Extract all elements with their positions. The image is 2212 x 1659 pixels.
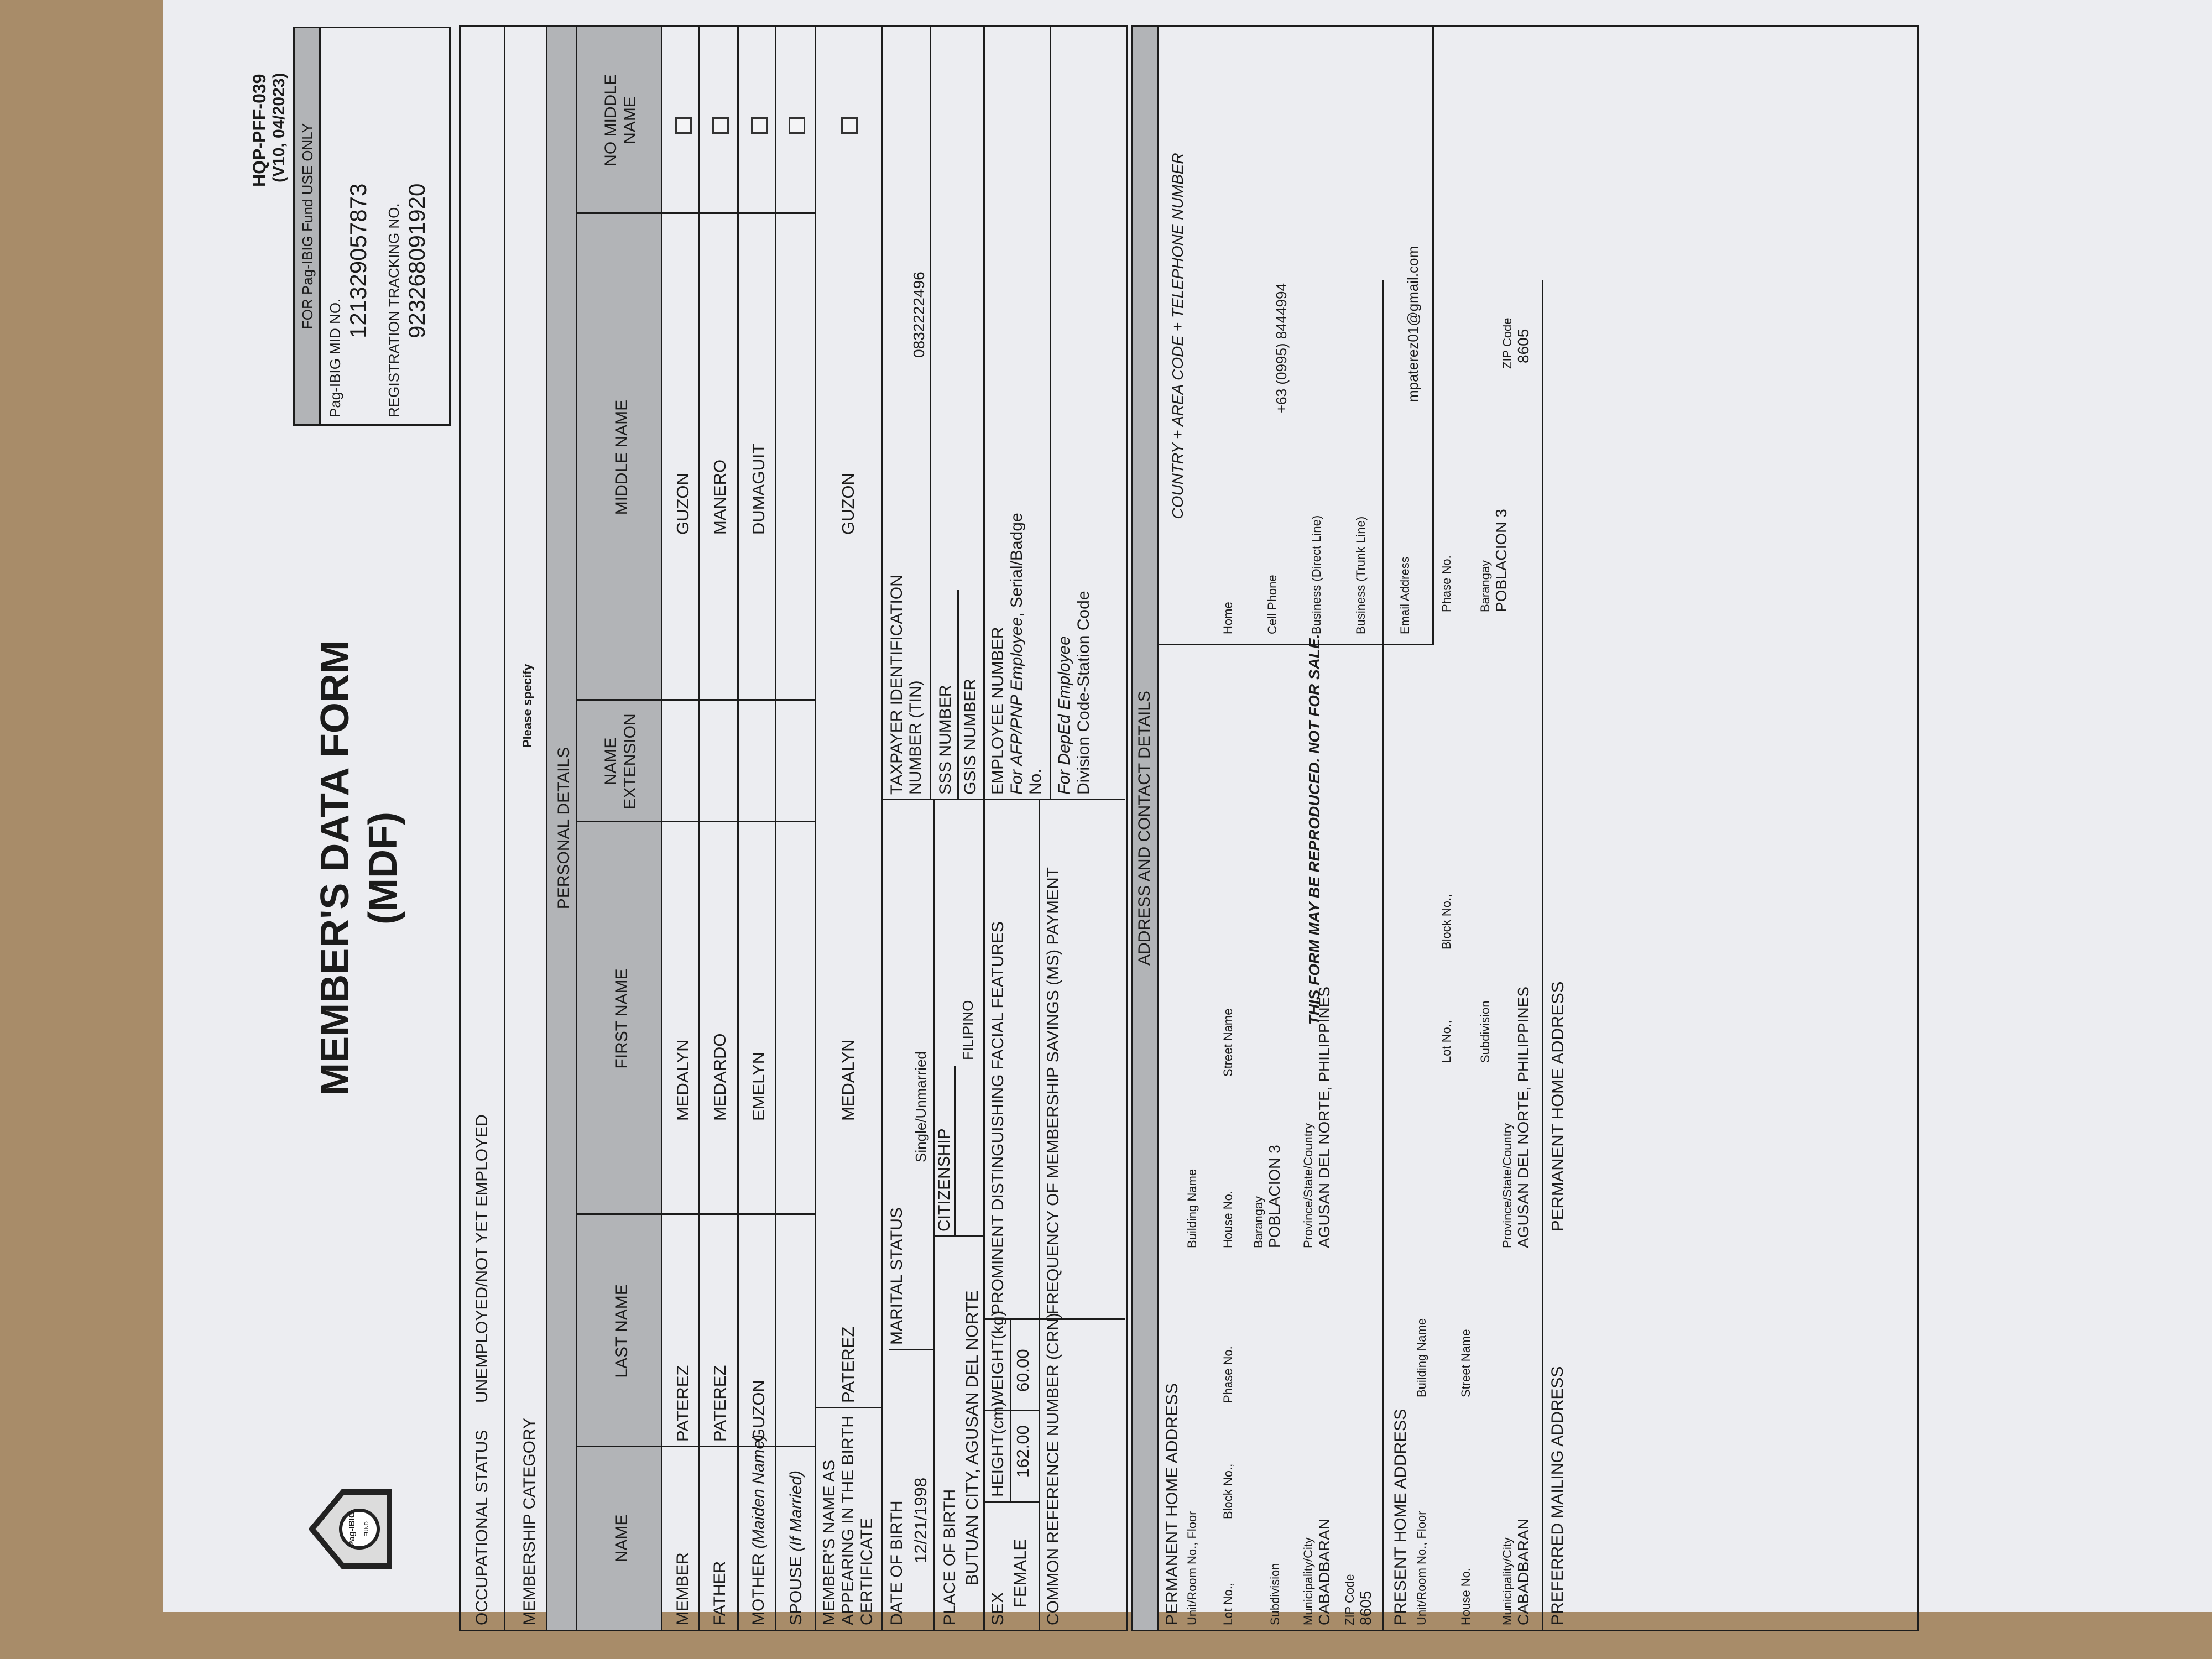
- form-title: MEMBER'S DATA FORM: [313, 640, 357, 1096]
- perm-barangay-value: POBLACION 3: [1266, 1145, 1283, 1248]
- perm-subdivision-label: Subdivision: [1268, 1563, 1282, 1625]
- occupational-status-label: OCCUPATIONAL STATUS: [473, 1430, 491, 1625]
- mid-label: Pag-IBIG MID NO.: [327, 298, 343, 418]
- members-data-form: [238, 17, 2107, 1642]
- birthcert-first-name: MEDALYN: [838, 1039, 858, 1121]
- member-no-middle-checkbox[interactable]: [675, 117, 692, 134]
- address-contact-table: [1131, 25, 1919, 1631]
- height-value: 162.00: [1013, 1425, 1032, 1478]
- email-value: mpaterez01@gmail.com: [1405, 246, 1421, 402]
- preferred-mailing-label: PREFERRED MAILING ADDRESS: [1548, 1366, 1567, 1625]
- rtn-label: REGISTRATION TRACKING NO.: [385, 203, 402, 418]
- marital-status-value: Single/Unmarried: [912, 1051, 929, 1162]
- pres-unit-label: Unit/Room No., Floor: [1415, 1511, 1428, 1625]
- spouse-no-middle-checkbox[interactable]: [789, 117, 805, 134]
- pob-value: BUTUAN CITY, AGUSAN DEL NORTE: [962, 1290, 982, 1585]
- business-trunk-label: Business (Trunk Line): [1354, 516, 1368, 634]
- perm-phase-label: Phase No.: [1221, 1346, 1235, 1403]
- pres-province-label: Province/State/Country: [1500, 1123, 1514, 1248]
- birthcert-last-name: PATEREZ: [838, 1326, 858, 1403]
- father-last-name: PATEREZ: [710, 1365, 729, 1442]
- height-label: HEIGHT(cm): [989, 1401, 1007, 1497]
- pres-subdivision-label: Subdivision: [1478, 1000, 1492, 1063]
- perm-lot-label: Lot No.,: [1221, 1582, 1235, 1625]
- marital-status-label: MARITAL STATUS: [888, 1207, 906, 1345]
- sex-label: SEX: [989, 1592, 1007, 1625]
- pob-label: PLACE OF BIRTH: [941, 1489, 959, 1625]
- citizenship-label: CITIZENSHIP: [935, 1128, 953, 1232]
- sss-label: SSS NUMBER: [936, 685, 954, 795]
- birthcert-label-3: CERTIFICATE: [858, 1518, 876, 1625]
- mother-no-middle-checkbox[interactable]: [751, 117, 768, 134]
- pres-street-label: Street Name: [1459, 1329, 1473, 1397]
- crn-label: COMMON REFERENCE NUMBER (CRN): [1044, 1313, 1062, 1625]
- tin-value: 0832222496: [910, 272, 927, 358]
- personal-details-heading: PERSONAL DETAILS: [555, 747, 573, 910]
- employee-note-3: No.: [1026, 769, 1045, 795]
- pres-barangay-value: POBLACION 3: [1493, 509, 1510, 612]
- pres-zip-value: 8605: [1515, 328, 1532, 363]
- gsis-label: GSIS NUMBER: [961, 678, 979, 795]
- pres-barangay-label: Barangay: [1478, 560, 1492, 612]
- perm-province-label: Province/State/Country: [1301, 1123, 1315, 1248]
- pres-block-label: Block No.,: [1439, 894, 1453, 950]
- pres-zip-label: ZIP Code: [1500, 317, 1514, 369]
- home-phone-label: Home: [1221, 602, 1235, 634]
- perm-municipality-label: Municipality/City: [1301, 1537, 1315, 1625]
- ms-frequency-label: FREQUENCY OF MEMBERSHIP SAVINGS (MS) PAYMENT: [1044, 867, 1062, 1314]
- weight-label: WEIGHT(kg): [989, 1311, 1007, 1406]
- col-name-header: NAME: [613, 1514, 631, 1563]
- cell-phone-value: +63 (0995) 8444994: [1273, 283, 1290, 413]
- pagibig-logo: [309, 1488, 392, 1571]
- col-nomid-header-2: NAME: [621, 96, 639, 144]
- perm-barangay-label: Barangay: [1251, 1196, 1265, 1248]
- pres-lot-label: Lot No.,: [1439, 1020, 1453, 1063]
- perm-building-label: Building Name: [1185, 1168, 1199, 1248]
- member-first-name: MEDALYN: [673, 1039, 692, 1121]
- occupational-status-value: UNEMPLOYED/NOT YET EMPLOYED: [473, 1114, 491, 1403]
- weight-value: 60.00: [1013, 1349, 1032, 1392]
- col-first-header: FIRST NAME: [613, 968, 631, 1069]
- perm-zip-value: 8605: [1357, 1590, 1374, 1625]
- personal-details-table: OCCUPATIONAL STATUS UNEMPLOYED/NOT YET EMPLOYED MEMBERSHIP CATEGORY Please specify PERSONAL DETAILS NAME LAST NAME FIRST NAME NAME EXTENSION MIDDLE NAME NO MIDDLE NAME MEMBER PATEREZ MEDALYN GUZON FATHER PATEREZ MEDARDO MANERO MOTHER (Maiden Name) GUZON EMELYN DUMAGUIT SPOUSE (If Married) MEMBER'S NAME AS APPEARING IN THE BIRTH CERTIFICATE PATEREZ MEDALYN GUZON DATE OF BIRTH 12/21/1998 MARITAL STATUS Single/Unmarried TAXPAYER IDENTIFICATION NUMBER (TIN) 0832222496 PLACE OF BIRTH BUTUAN CITY, AGUSAN DEL NORTE CITIZENSHIP FILIPINO SSS NUMBER GSIS NUMBER SEX FEMALE HEIGHT(cm) 162.00 WEIGHT(kg) 60.00 PROMINENT DISTINGUISHING FACIAL FEATURES EMPLOYEE NUMBER For AFP/PNP Employee, Serial/Badge No. COMMON REFERENCE NUMBER (CRN) FREQUENCY OF MEMBERSHIP SAVINGS (MS) PAYMENT For DepEd Employee Division Code-Station Code: [459, 25, 1128, 1631]
- tin-label-2: NUMBER (TIN): [906, 680, 925, 795]
- mid-value: 121329057873: [345, 183, 371, 338]
- member-last-name: PATEREZ: [673, 1365, 692, 1442]
- dob-value: 12/21/1998: [911, 1477, 930, 1563]
- deped-note-2: Division Code-Station Code: [1074, 591, 1093, 795]
- citizenship-value: FILIPINO: [959, 1000, 976, 1060]
- perm-province-value: AGUSAN DEL NORTE, PHILIPPINES: [1316, 986, 1333, 1248]
- perm-house-label: House No.: [1221, 1191, 1235, 1248]
- sex-value: FEMALE: [1010, 1538, 1030, 1608]
- address-section-heading: ADDRESS AND CONTACT DETAILS: [1135, 691, 1154, 966]
- form-version: (V10, 04/2023): [270, 72, 288, 182]
- pres-province-value: AGUSAN DEL NORTE, PHILIPPINES: [1515, 986, 1532, 1248]
- logo-text: Pag-IBIG: [347, 1511, 357, 1547]
- col-last-header: LAST NAME: [613, 1284, 631, 1378]
- col-ext-header-2: EXTENSION: [621, 713, 639, 810]
- birthcert-middle-name: GUZON: [838, 473, 858, 535]
- father-first-name: MEDARDO: [710, 1033, 729, 1121]
- perm-zip-label: ZIP Code: [1343, 1574, 1357, 1625]
- col-ext-header-1: NAME: [602, 737, 620, 786]
- contact-heading: COUNTRY + AREA CODE + TELEPHONE NUMBER: [1169, 153, 1186, 519]
- form-code: HQP-PFF-039: [249, 74, 269, 187]
- logo-sub: FUND: [364, 1521, 370, 1537]
- mother-first-name: EMELYN: [749, 1051, 768, 1121]
- email-label: Email Address: [1398, 556, 1412, 634]
- office-use-heading: FOR Pag-IBIG Fund USE ONLY: [299, 123, 316, 330]
- mother-middle-name: DUMAGUIT: [749, 443, 768, 535]
- row-member-label: MEMBER: [674, 1552, 692, 1625]
- pres-building-label: Building Name: [1415, 1318, 1428, 1397]
- row-spouse-label: SPOUSE: [787, 1551, 805, 1625]
- perm-street-label: Street Name: [1221, 1008, 1235, 1077]
- col-nomid-header-1: NO MIDDLE: [602, 74, 620, 166]
- deped-note-1: For DepEd Employee: [1055, 636, 1073, 795]
- rtn-value: 923268091920: [404, 183, 430, 338]
- father-middle-name: MANERO: [710, 459, 729, 535]
- employee-note-1: For AFP/PNP Employee: [1008, 617, 1026, 795]
- mother-last-name: GUZON: [749, 1380, 768, 1442]
- perm-unit-label: Unit/Room No., Floor: [1185, 1511, 1199, 1625]
- employee-number-label: EMPLOYEE NUMBER: [989, 627, 1007, 795]
- col-middle-header: MIDDLE NAME: [613, 399, 631, 515]
- office-use-box: [293, 27, 451, 426]
- member-middle-name: GUZON: [673, 473, 692, 535]
- please-specify: Please specify: [520, 664, 534, 748]
- business-direct-label: Business (Direct Line): [1310, 515, 1323, 634]
- birthcert-label-1: MEMBER'S NAME AS: [820, 1459, 838, 1625]
- membership-category-label: MEMBERSHIP CATEGORY: [520, 1417, 539, 1625]
- birthcert-label-2: APPEARING IN THE BIRTH: [839, 1416, 857, 1625]
- birthcert-no-middle-checkbox[interactable]: [841, 117, 858, 134]
- facial-features-label: PROMINENT DISTINGUISHING FACIAL FEATURES: [989, 921, 1007, 1314]
- tin-label-1: TAXPAYER IDENTIFICATION: [888, 575, 906, 795]
- pres-house-label: House No.: [1459, 1568, 1473, 1625]
- footer-note: THIS FORM MAY BE REPRODUCED. NOT FOR SALE.: [1306, 634, 1323, 1025]
- perm-municipality-value: CABADBARAN: [1316, 1519, 1333, 1625]
- pres-municipality-label: Municipality/City: [1500, 1537, 1514, 1625]
- father-no-middle-checkbox[interactable]: [712, 117, 729, 134]
- permanent-address-label: PERMANENT HOME ADDRESS: [1163, 1383, 1181, 1625]
- pres-phase-label: Phase No.: [1439, 555, 1453, 612]
- pres-municipality-value: CABADBARAN: [1515, 1519, 1532, 1625]
- form-title-abbr: (MDF): [361, 812, 405, 925]
- cell-phone-label: Cell Phone: [1265, 575, 1279, 634]
- preferred-mailing-value: PERMANENT HOME ADDRESS: [1548, 981, 1567, 1232]
- dob-label: DATE OF BIRTH: [888, 1500, 906, 1625]
- row-father-label: FATHER: [711, 1561, 729, 1625]
- row-mother-label: MOTHER: [749, 1548, 768, 1625]
- present-address-label: PRESENT HOME ADDRESS: [1391, 1408, 1410, 1625]
- perm-block-label: Block No.,: [1221, 1463, 1235, 1519]
